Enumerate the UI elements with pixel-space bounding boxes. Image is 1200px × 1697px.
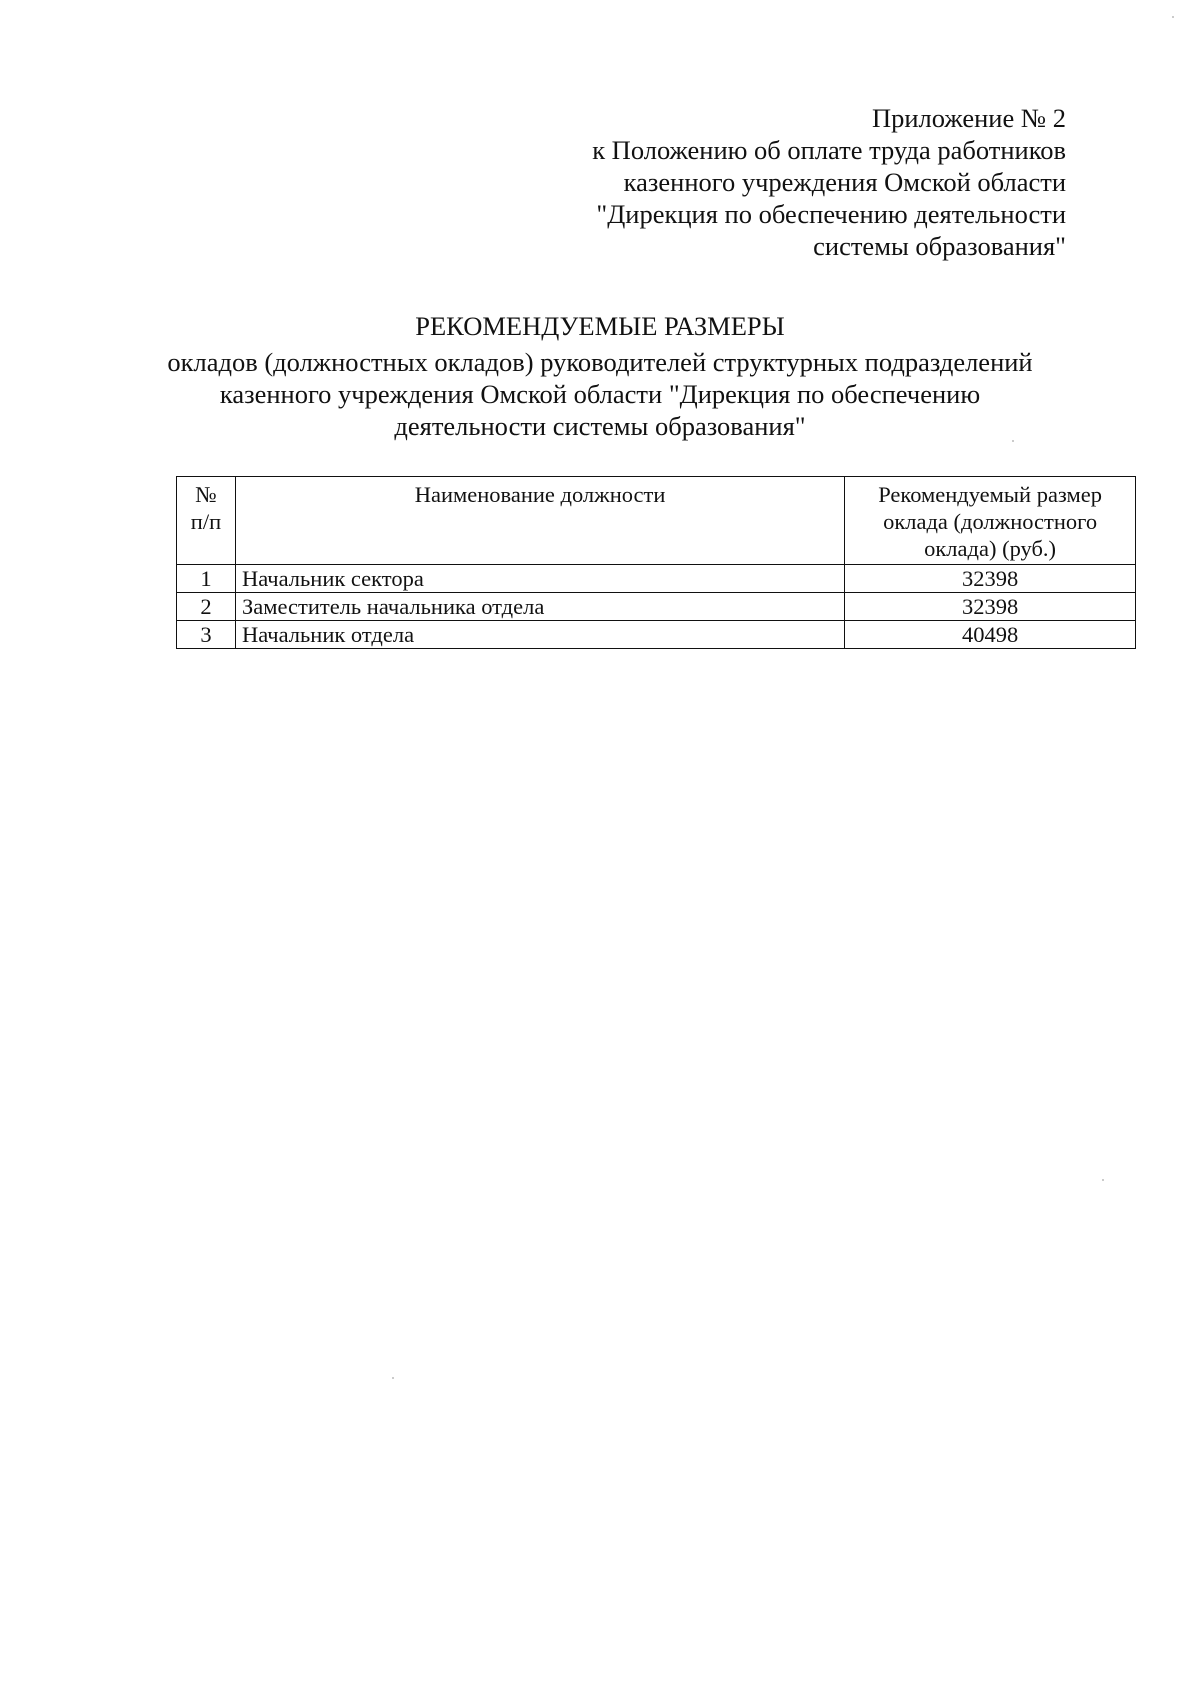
appendix-line: к Положению об оплате труда работников	[592, 135, 1066, 165]
header-position: Наименование должности	[235, 477, 844, 565]
table-header-row	[177, 477, 1136, 565]
table-row	[177, 565, 1136, 593]
salary-table	[176, 476, 1136, 649]
appendix-header	[506, 102, 1066, 262]
header-number-line: №	[195, 482, 217, 507]
row-number: 2	[177, 593, 236, 621]
scan-speck	[392, 1377, 394, 1379]
row-position: Начальник сектора	[235, 565, 844, 593]
title-line: казенного учреждения Омской области "Дирекция по обеспечению	[219, 379, 981, 409]
row-salary: 32398	[845, 593, 1136, 621]
scan-speck	[1102, 1179, 1104, 1181]
header-number-line: п/п	[190, 509, 222, 534]
row-position: Начальник отдела	[235, 621, 844, 649]
table-row	[177, 621, 1136, 649]
appendix-line: казенного учреждения Омской области	[623, 167, 1066, 197]
scan-speck	[1172, 16, 1174, 18]
header-salary-line: оклада) (руб.)	[924, 536, 1057, 561]
table-row	[177, 593, 1136, 621]
title-line: деятельности системы образования"	[394, 411, 806, 441]
appendix-line: системы образования"	[813, 231, 1066, 261]
scan-speck	[1012, 440, 1014, 442]
document-title	[140, 310, 1060, 442]
title-heading: РЕКОМЕНДУЕМЫЕ РАЗМЕРЫ	[415, 311, 785, 341]
header-number	[177, 477, 236, 565]
header-salary	[845, 477, 1136, 565]
header-salary-line: Рекомендуемый размер	[878, 482, 1102, 507]
row-salary: 40498	[845, 621, 1136, 649]
header-salary-line: оклада (должностного	[883, 509, 1098, 534]
title-line: окладов (должностных окладов) руководителей структурных подразделений	[167, 347, 1033, 377]
appendix-line: "Дирекция по обеспечению деятельности	[596, 199, 1066, 229]
row-number: 1	[177, 565, 236, 593]
row-number: 3	[177, 621, 236, 649]
row-salary: 32398	[845, 565, 1136, 593]
appendix-line: Приложение № 2	[871, 103, 1066, 133]
row-position: Заместитель начальника отдела	[235, 593, 844, 621]
